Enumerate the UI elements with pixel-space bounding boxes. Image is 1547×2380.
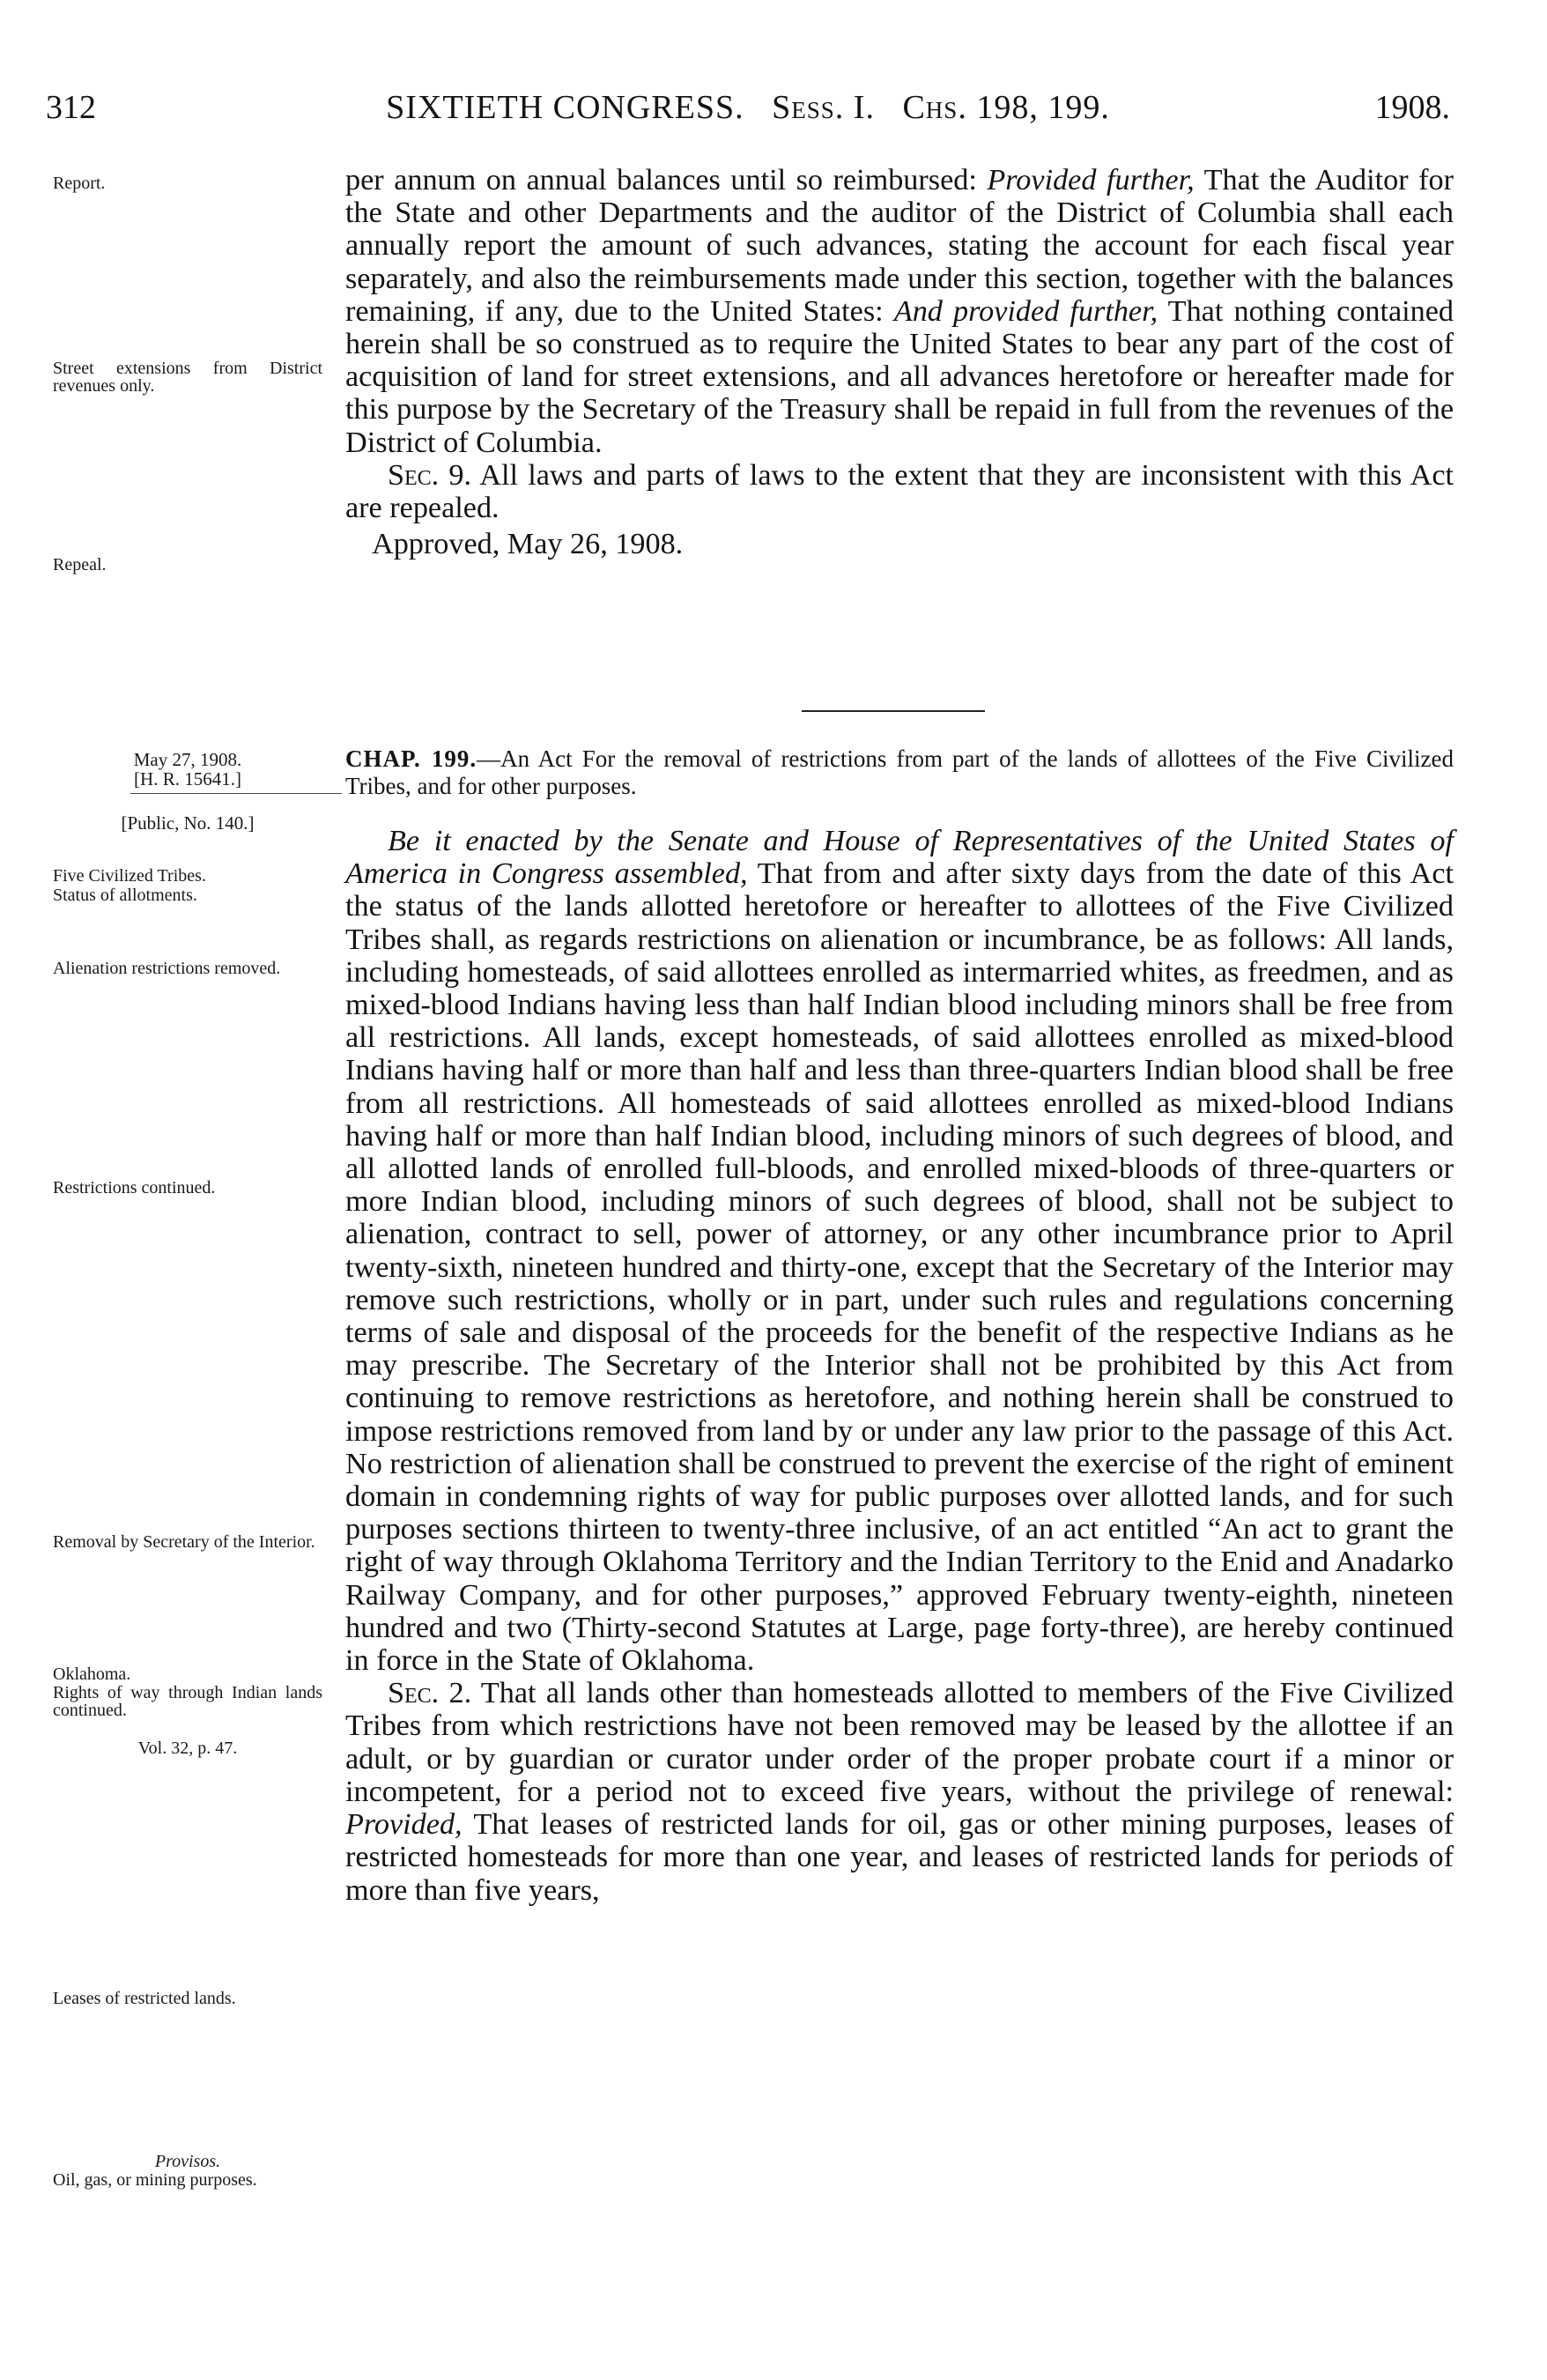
margin-note-street-extensions: Street extensions from District revenues only.	[53, 359, 322, 396]
enacting-paragraph	[345, 825, 1454, 1677]
public-law-number: [Public, No. 140.]	[121, 812, 255, 834]
running-title	[46, 88, 1450, 127]
paragraph-reimbursement	[345, 164, 1454, 459]
margin-note-oil-gas: Oil, gas, or mining purposes.	[53, 2170, 257, 2190]
margin-note-leases: Leases of restricted lands.	[53, 1989, 236, 2008]
proviso-italic: Provided,	[345, 1808, 463, 1842]
bill-number: [H. R. 15641.]	[134, 768, 241, 790]
running-header	[46, 88, 1450, 132]
margin-note-removal-by-secretary: Removal by Secretary of the Interior.	[53, 1532, 315, 1552]
margin-note-status-allotments: Status of allotments.	[53, 886, 197, 905]
text-run: That nothing contained herein shall be so construed as to require the United States to bear any part of the cost of acquisition of land for street extensions, and all advances heretofore or hereafter made for this purpose by the Secretary of the Treasury shall be repaid in full from the revenues of the District of Columbia.	[345, 294, 1454, 459]
text-run: That the Auditor for the State and other Departments and the auditor of the District of Columbia shall each annually report the amount of such advances, stating the account for each fiscal year separately, and also the reimbursements made under this section, together with the balances remaining, if any, due to the United States:	[345, 164, 1454, 328]
approval-line: Approved, May 26, 1908.	[372, 528, 684, 561]
margin-note-provisos: Provisos.	[154, 2152, 221, 2171]
margin-note-oklahoma: Oklahoma.	[53, 1665, 131, 1684]
text-run: per annum on annual balances until so reimbursed:	[345, 164, 988, 196]
section-9	[345, 459, 1454, 524]
chapter-title-text: —An Act For the removal of restrictions from part of the lands of allottees of the Five Civilized Tribes, and for other purposes.	[345, 745, 1454, 799]
chapter-199-title	[345, 745, 1454, 800]
session-label: Sess. I.	[772, 89, 875, 126]
margin-rule	[130, 793, 342, 794]
margin-note-volume-reference: Vol. 32, p. 47.	[137, 1739, 238, 1758]
margin-note-five-civilized: Five Civilized Tribes.	[53, 866, 206, 886]
margin-note-restrictions-continued: Restrictions continued.	[53, 1178, 216, 1197]
margin-note-repeal: Repeal.	[53, 555, 107, 575]
text-run: That from and after sixty days from the date of this Act the status of the lands allotted heretofore or hereafter to allottees of the Five Civilized Tribes shall, as regards restrictions on alienation or incumbrance, be as follows: All lands, including homesteads, of said allottees enrolled as intermarried whites, as freedmen, and as mixed-blood Indians having less than half Indian blood including minors shall be free from all restrictions. All lands, except homesteads, of said allottees enrolled as mixed-blood Indians having half or more than half and less than three-quarters Indian blood shall be free from all restrictions. All homesteads of said allottees enrolled as mixed-blood Indians having half or more than half Indian blood, including minors of such degrees of blood, and all allotted lands of enrolled full-bloods, and enrolled mixed-bloods of three-quarters or more Indian blood, including minors of such degrees of blood, shall not be subject to alienation, contract to sell, power of attorney, or any other incumbrance prior to April twenty-sixth, nineteen hundred and thirty-one, except that the Secretary of the Interior may remove such restrictions, wholly or in part, under such rules and regulations concerning terms of sale and disposal of the proceeds for the benefit of the respective Indians as he may prescribe. The Secretary of the Interior shall not be prohibited by this Act from continuing to remove restrictions as heretofore, and nothing herein shall be construed to impose restrictions removed from land by or under any law prior to the passage of this Act. No restriction of alienation shall be construed to prevent the exercise of the right of eminent domain in condemning rights of way for public purposes over allotted lands, and for such purposes sections thirteen to twenty-three inclusive, of an act entitled “An act to grant the right of way through Oklahoma Territory and the Indian Territory to the Enid and Anadarko Railway Company, and for other purposes,” approved February twenty-eighth, nineteen hundred and two (Thirty-second Statutes at Large, page forty-three), are hereby continued in force in the State of Oklahoma.	[345, 857, 1454, 1678]
text-run: That leases of restricted lands for oil, gas or other mining purposes, leases of restricted homesteads for more than one year, and leases of restricted lands for periods of more than five years,	[345, 1808, 1454, 1907]
header-year: 1908.	[1374, 89, 1450, 126]
margin-note-rights-of-way: Rights of way through Indian lands continued.	[53, 1683, 322, 1720]
margin-note-report: Report.	[53, 174, 106, 193]
margin-note-alienation: Alienation restrictions removed.	[53, 959, 281, 978]
text-run: All laws and parts of laws to the extent that they are inconsistent with this Act are repealed.	[345, 458, 1454, 525]
proviso-italic: Provided further,	[987, 164, 1195, 196]
chapter-date: May 27, 1908.	[133, 749, 242, 770]
chapter-label: CHAP. 199.	[345, 745, 477, 772]
enacting-clause: Be it enacted by the Senate and House of Representatives of the United States of America in Congress assembled,	[345, 825, 1454, 891]
congress-name: SIXTIETH CONGRESS.	[386, 89, 744, 126]
section-2	[345, 1677, 1454, 1906]
chapter-198-text	[345, 164, 1454, 560]
chapter-divider	[802, 710, 985, 712]
chapters-label: Chs. 198, 199.	[902, 89, 1110, 126]
page-number: 312	[46, 89, 96, 126]
proviso-italic: And provided further,	[893, 294, 1158, 328]
chapter-199-text	[345, 825, 1454, 1907]
section-label: Sec. 9.	[388, 458, 472, 492]
section-label: Sec. 2.	[388, 1677, 472, 1710]
text-run: That all lands other than homesteads allotted to members of the Five Civilized Tribes from which restrictions have not been removed may be leased by the allottee if an adult, or by guardian or curator under order of the proper probate court if a minor or incompetent, for a period not to exceed five years, without the privilege of renewal:	[345, 1677, 1454, 1808]
